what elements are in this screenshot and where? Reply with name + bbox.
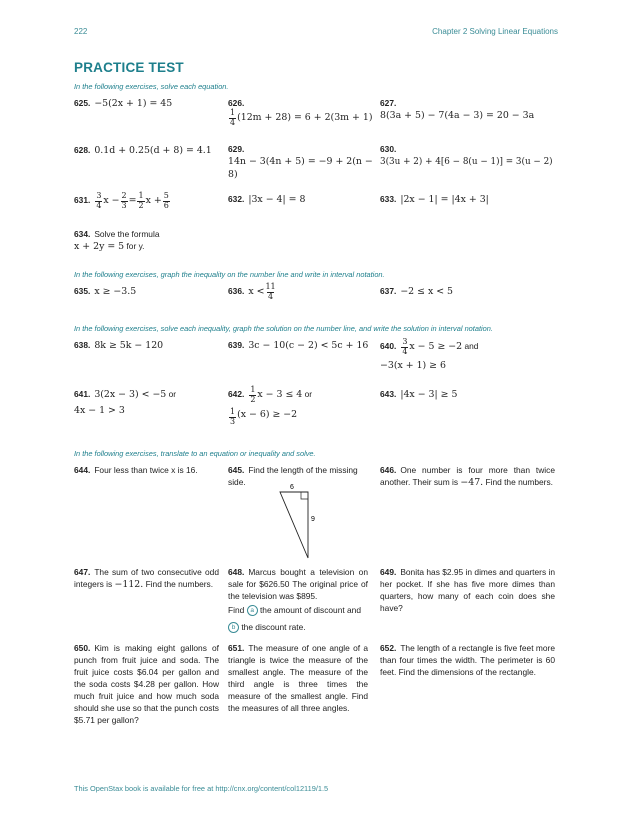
problem-651: 651. The measure of one angle of a triangle is twice the measure of the smallest angle. The measure of the third angle is three times the measure of the smallest angle. Find the measures of all three angles. [228, 643, 368, 713]
instruction-translate: In the following exercises, translate to an equation or inequality and solve. [74, 449, 316, 458]
problem-637: 637. −2 ≤ x < 5 [380, 286, 454, 297]
chapter-title: Chapter 2 Solving Linear Equations [432, 27, 558, 36]
problem-630: 630. 3(3u + 2) + 4[6 − 8(u − 1)] = 3(u − 2) [380, 144, 553, 167]
problem-647: 647. The sum of two consecutive odd integers is −112. Find the numbers. [74, 567, 219, 590]
side-label-top: 6 [290, 484, 294, 491]
problem-633: 633. |2x − 1| = |4x + 3| [380, 194, 489, 205]
problem-626: 626. $\frac{1}{4}$ (12m + 28) = 6 + 2(3m + 1) [228, 98, 373, 127]
right-triangle-diagram [270, 480, 330, 560]
side-label-right: 9 [311, 516, 315, 523]
problem-642: 642. $\frac{1}{2}$ x − 3 ≤ 4 or $\frac{1}{3}$ (x − 6) ≥ −2 [228, 385, 313, 426]
part-b-marker: b [228, 622, 239, 633]
instruction-graph: In the following exercises, graph the inequality on the number line and write in interval notation. [74, 270, 385, 279]
problem-649: 649. Bonita has $2.95 in dimes and quarters in her pocket. If she has five more dimes than quarters, how many of each coin does she have? [380, 567, 555, 613]
problem-648: 648. Marcus bought a television on sale for $626.50 The original price of the television was $895. Find a the amount of discount and b the discount rate. [228, 567, 368, 632]
problem-628: 628. 0.1d + 0.25(d + 8) = 4.1 [74, 145, 212, 156]
problem-640: 640. $\frac{3}{4}$ x − 5 ≥ −2 and −3(x + 1) ≥ 6 [380, 337, 479, 371]
instruction-solve-graph: In the following exercises, solve each inequality, graph the solution on the number line, and write the solution in interval notation. [74, 324, 493, 333]
part-a-marker: a [247, 605, 258, 616]
problem-652: 652. The length of a rectangle is five feet more than four times the width. The perimeter is 60 feet. Find the dimensions of the rectangle. [380, 643, 555, 677]
problem-627: 627. 8(3a + 5) − 7(4a − 3) = 20 − 3a [380, 98, 535, 121]
problem-643: 643. |4x − 3| ≥ 5 [380, 389, 458, 400]
problem-625: 625. −5(2x + 1) = 45 [74, 98, 173, 109]
page-number: 222 [74, 27, 88, 36]
problem-636: 636. x < $\frac{11}{4}$ [228, 282, 276, 301]
instruction-solve: In the following exercises, solve each equation. [74, 82, 229, 91]
problem-641: 641. 3(2x − 3) < −5 or 4x − 1 > 3 [74, 389, 177, 416]
problem-631: 631. $\frac{3}{4}$ x − $\frac{2}{3}$ = $\frac{1}{2}$ x + $\frac{5}{6}$ [74, 191, 169, 210]
footer-note: This OpenStax book is available for free at http://cnx.org/content/col12119/1.5 [74, 784, 329, 793]
problem-634: 634. Solve the formula x + 2y = 5 for y. [74, 229, 160, 252]
problem-646: 646. One number is four more than twice another. Their sum is −47. Find the numbers. [380, 465, 555, 488]
problem-644: 644. Four less than twice x is 16. [74, 465, 198, 475]
problem-650: 650. Kim is making eight gallons of punch from fruit juice and soda. The fruit juice costs $6.04 per gallon and the soda costs $4.28 per gallon. How much fruit juice and how much soda should she use so that the punch costs $5.71 per gallon? [74, 643, 219, 725]
problem-632: 632. |3x − 4| = 8 [228, 194, 306, 205]
problem-638: 638. 8k ≥ 5k − 120 [74, 340, 164, 351]
problem-645: 645. Find the length of the missing side. [228, 465, 358, 487]
fraction: $\frac{1}{4}$ [230, 108, 236, 127]
problem-635: 635. x ≥ −3.5 [74, 286, 137, 297]
problem-639: 639. 3c − 10(c − 2) < 5c + 16 [228, 340, 369, 351]
page-title: PRACTICE TEST [74, 60, 184, 75]
problem-629: 629. 14n − 3(4n + 5) = −9 + 2(n − 8) [228, 144, 373, 180]
